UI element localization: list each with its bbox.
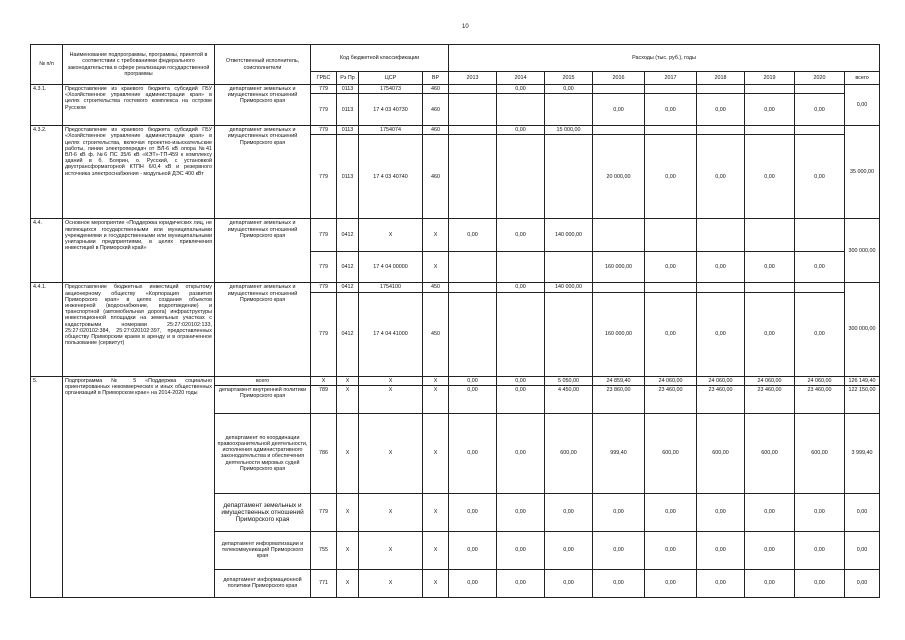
cell-2014: 0,00 [497, 413, 545, 493]
cell-2015: 600,00 [545, 413, 593, 493]
row-executor: департамент земельных и имущественных отношений Приморского края [215, 126, 311, 219]
cell-2019: 0,00 [745, 531, 795, 569]
cell-csr: 17 4 03 40740 [359, 135, 423, 219]
cell-2016: 160 000,00 [593, 292, 645, 376]
cell-total: 0,00 [845, 531, 880, 569]
cell-csr: X [359, 569, 423, 597]
cell-2018 [697, 126, 745, 135]
cell-2016: 0,00 [593, 569, 645, 597]
cell-2015: 140 000,00 [545, 283, 593, 292]
cell-2018: 0,00 [697, 292, 745, 376]
cell-total: 0,00 [845, 493, 880, 531]
cell-2014: 0,00 [497, 569, 545, 597]
cell-2017: 0,00 [645, 252, 697, 283]
row-num: 4.3.2. [31, 126, 63, 219]
cell-grbs: 771 [311, 569, 337, 597]
cell-2015 [545, 292, 593, 376]
cell-2015: 4 450,00 [545, 385, 593, 413]
cell-2016: 24 859,40 [593, 376, 645, 385]
cell-vr: X [423, 413, 449, 493]
header-year-2014: 2014 [497, 72, 545, 85]
row-name: Предоставление бюджетных инвестиций открытому акционерному обществу «Корпорация развития Приморского края» в целях создания объектов инженерной (водоснабжение, водоотведение) и транспортной (автомобильная дорога) инфраструктуры инвестиционной площадки на земельных участках с кадастровыми номерами 25:27:020102:133, 25:27:020102:384, 25:27:020102:397, предоставленных обществу Приморским краем в аренду и в ограниченное пользование (сервитут) [63, 283, 215, 376]
cell-2017 [645, 85, 697, 94]
cell-2016: 0,00 [593, 531, 645, 569]
cell-2018 [697, 283, 745, 292]
cell-vr: 450 [423, 283, 449, 292]
cell-2016: 160 000,00 [593, 252, 645, 283]
cell-grbs: X [311, 376, 337, 385]
cell-2016: 20 000,00 [593, 135, 645, 219]
cell-2017: 0,00 [645, 531, 697, 569]
cell-csr: 17 4 04 00000 [359, 252, 423, 283]
header-year-2019: 2019 [745, 72, 795, 85]
cell-grbs: 779 [311, 135, 337, 219]
cell-2019 [745, 219, 795, 252]
row-executor: департамент земельных и имущественных отношений Приморского края [215, 283, 311, 376]
row-num: 4.4.1. [31, 283, 63, 376]
cell-2014: 0,00 [497, 85, 545, 94]
cell-csr: X [359, 413, 423, 493]
cell-2019: 23 460,00 [745, 385, 795, 413]
cell-2017: 0,00 [645, 292, 697, 376]
cell-2019: 0,00 [745, 292, 795, 376]
row-executor: департамент земельных и имущественных отношений Приморского края [215, 85, 311, 126]
cell-2020 [795, 126, 845, 135]
cell-vr: X [423, 376, 449, 385]
cell-2018: 0,00 [697, 252, 745, 283]
cell-total: 300 000,00 [845, 283, 880, 376]
cell-2013 [449, 126, 497, 135]
cell-rzpr: 0412 [337, 219, 359, 252]
row-name: Подпрограмма № 5 «Поддержка социально ориентированных некоммерческих и иных общественных организаций в Приморском крае» на 2014-2020 годы [63, 376, 215, 597]
cell-2014: 0,00 [497, 283, 545, 292]
table-row [31, 283, 880, 292]
cell-2015: 0,00 [545, 493, 593, 531]
cell-2013: 0,00 [449, 569, 497, 597]
cell-vr: X [423, 493, 449, 531]
header-name: Наименование подпрограммы, программы, принятой в соответствии с требованиями федерального законодательства в сфере реализации государственной программы [63, 45, 215, 85]
cell-2015: 15 000,00 [545, 126, 593, 135]
cell-2017: 0,00 [645, 493, 697, 531]
cell-2017 [645, 126, 697, 135]
cell-2015 [545, 94, 593, 126]
cell-total: 300 000,00 [845, 219, 880, 283]
header-kbk: Код бюджетной классификации [311, 45, 449, 72]
header-num: № п/п [31, 45, 63, 85]
cell-vr: 460 [423, 94, 449, 126]
cell-2014 [497, 252, 545, 283]
cell-grbs: 789 [311, 385, 337, 413]
cell-rzpr: 0412 [337, 252, 359, 283]
cell-2018 [697, 85, 745, 94]
cell-2016 [593, 283, 645, 292]
row-executor: департамент по координации правоохранительной деятельности, исполнения административного законодательства и обеспечения деятельности мировых судей Приморского края [215, 413, 311, 493]
cell-rzpr: 0412 [337, 292, 359, 376]
cell-2018: 0,00 [697, 531, 745, 569]
cell-2018: 0,00 [697, 94, 745, 126]
cell-2019 [745, 283, 795, 292]
cell-2015 [545, 135, 593, 219]
cell-2013: 0,00 [449, 376, 497, 385]
cell-2018: 0,00 [697, 569, 745, 597]
cell-2014: 0,00 [497, 126, 545, 135]
cell-csr: X [359, 385, 423, 413]
cell-total: 0,00 [845, 569, 880, 597]
cell-2013 [449, 252, 497, 283]
table-row [31, 126, 880, 135]
row-num: 5. [31, 376, 63, 597]
cell-2019: 24 060,00 [745, 376, 795, 385]
cell-vr: X [423, 385, 449, 413]
cell-2017: 0,00 [645, 569, 697, 597]
budget-table [30, 44, 880, 598]
cell-2016: 999,40 [593, 413, 645, 493]
cell-2018: 0,00 [697, 493, 745, 531]
cell-2018: 600,00 [697, 413, 745, 493]
cell-2020: 24 060,00 [795, 376, 845, 385]
cell-2013 [449, 85, 497, 94]
cell-grbs: 779 [311, 252, 337, 283]
cell-2015: 5 050,00 [545, 376, 593, 385]
cell-2017: 23 460,00 [645, 385, 697, 413]
cell-2019 [745, 126, 795, 135]
cell-2014: 0,00 [497, 493, 545, 531]
cell-2016 [593, 85, 645, 94]
cell-2017: 600,00 [645, 413, 697, 493]
cell-rzpr: 0113 [337, 94, 359, 126]
row-num: 4.3.1. [31, 85, 63, 126]
cell-csr: 17 4 04 41000 [359, 292, 423, 376]
row-executor: департамент земельных и имущественных отношений Приморского края [215, 493, 311, 531]
cell-csr: 1754100 [359, 283, 423, 292]
header-vr: ВР [423, 72, 449, 85]
cell-2013 [449, 283, 497, 292]
cell-2013 [449, 94, 497, 126]
cell-csr: 1754074 [359, 126, 423, 135]
cell-2017: 0,00 [645, 94, 697, 126]
cell-rzpr: X [337, 569, 359, 597]
cell-2014 [497, 292, 545, 376]
row-executor: департамент земельных и имущественных отношений Приморского края [215, 219, 311, 283]
header-total: всего [845, 72, 880, 85]
cell-csr: X [359, 376, 423, 385]
cell-2019: 0,00 [745, 135, 795, 219]
cell-rzpr: X [337, 385, 359, 413]
cell-2019: 0,00 [745, 252, 795, 283]
row-name: Предоставление из краевого бюджета субсидий ГБУ «Хозяйственное управление администрации края» в целях строительства, включая проектно-изыскательские работы, линии электропередач от ВЛ-6 кВ опора №41 ВЛ-6 кВ ф. №6 ПС 35/6 кВ «КЭТ»-ТП-459 к комплексу зданий в б. Боярин, о. Русский, с установкой двухтрансформаторной КТПН 6/0,4 кВ и резервного источника электроснабжения - модульной ДЭС 400 кВт [63, 126, 215, 219]
row-executor: департамент внутренней политики Приморского края [215, 385, 311, 413]
cell-2020 [795, 219, 845, 252]
cell-2018: 0,00 [697, 135, 745, 219]
cell-vr: 460 [423, 135, 449, 219]
cell-2019 [745, 85, 795, 94]
cell-2020: 0,00 [795, 292, 845, 376]
cell-2013: 0,00 [449, 493, 497, 531]
cell-2019: 0,00 [745, 94, 795, 126]
cell-rzpr: X [337, 413, 359, 493]
cell-rzpr: 0113 [337, 126, 359, 135]
cell-grbs: 755 [311, 531, 337, 569]
cell-rzpr: 0412 [337, 283, 359, 292]
cell-csr: 1754073 [359, 85, 423, 94]
cell-grbs: 779 [311, 493, 337, 531]
cell-2013: 0,00 [449, 531, 497, 569]
cell-2013 [449, 292, 497, 376]
cell-csr: X [359, 219, 423, 252]
cell-2014 [497, 135, 545, 219]
cell-2014: 0,00 [497, 219, 545, 252]
cell-total: 3 999,40 [845, 413, 880, 493]
header-year-2017: 2017 [645, 72, 697, 85]
cell-2013: 0,00 [449, 413, 497, 493]
row-executor: департамент информатизации и телекоммуникаций Приморского края [215, 531, 311, 569]
table-row [31, 376, 880, 385]
cell-rzpr: X [337, 376, 359, 385]
cell-vr: 460 [423, 85, 449, 94]
cell-2020: 0,00 [795, 252, 845, 283]
cell-rzpr: X [337, 493, 359, 531]
cell-2013 [449, 135, 497, 219]
cell-vr: X [423, 531, 449, 569]
table-row [31, 85, 880, 94]
cell-2013: 0,00 [449, 219, 497, 252]
cell-2017: 0,00 [645, 135, 697, 219]
cell-2016: 0,00 [593, 94, 645, 126]
cell-total: 126 149,40 [845, 376, 880, 385]
row-executor: департамент информационной политики Приморского края [215, 569, 311, 597]
cell-vr: 450 [423, 292, 449, 376]
cell-2016: 23 860,00 [593, 385, 645, 413]
cell-csr: 17 4 03 40730 [359, 94, 423, 126]
cell-2020: 0,00 [795, 493, 845, 531]
cell-total: 122 150,00 [845, 385, 880, 413]
row-executor: всего [215, 376, 311, 385]
row-num: 4.4. [31, 219, 63, 283]
cell-2020: 0,00 [795, 531, 845, 569]
cell-2019: 0,00 [745, 569, 795, 597]
cell-2017 [645, 283, 697, 292]
cell-grbs: 779 [311, 219, 337, 252]
cell-total: 35 000,00 [845, 126, 880, 219]
cell-grbs: 779 [311, 126, 337, 135]
cell-2013: 0,00 [449, 385, 497, 413]
cell-2016: 0,00 [593, 493, 645, 531]
row-name: Предоставление из краевого бюджета субсидий ГБУ «Хозяйственное управление администрации края» в целях строительства гостевого комплекса на острове Русском [63, 85, 215, 126]
header-year-2020: 2020 [795, 72, 845, 85]
header-executor: Ответственный исполнитель, соисполнители [215, 45, 311, 85]
cell-2015: 0,00 [545, 569, 593, 597]
cell-grbs: 779 [311, 85, 337, 94]
cell-rzpr: 0113 [337, 135, 359, 219]
cell-2020: 0,00 [795, 94, 845, 126]
cell-2014 [497, 94, 545, 126]
cell-2014: 0,00 [497, 531, 545, 569]
cell-2020: 0,00 [795, 569, 845, 597]
header-year-2013: 2013 [449, 72, 497, 85]
cell-total: 0,00 [845, 85, 880, 126]
cell-rzpr: 0113 [337, 85, 359, 94]
cell-grbs: 779 [311, 94, 337, 126]
cell-2015: 140 000,00 [545, 219, 593, 252]
header-expenses: Расходы (тыс. руб.), годы [449, 45, 880, 72]
cell-2018: 23 460,00 [697, 385, 745, 413]
cell-vr: X [423, 219, 449, 252]
cell-2014: 0,00 [497, 385, 545, 413]
cell-grbs: 779 [311, 283, 337, 292]
cell-2014: 0,00 [497, 376, 545, 385]
cell-2018: 24 060,00 [697, 376, 745, 385]
header-year-2015: 2015 [545, 72, 593, 85]
page-number: 10 [462, 24, 469, 30]
cell-2019: 0,00 [745, 493, 795, 531]
cell-vr: X [423, 252, 449, 283]
cell-2020: 600,00 [795, 413, 845, 493]
cell-2016 [593, 126, 645, 135]
cell-grbs: 779 [311, 292, 337, 376]
cell-2017: 24 060,00 [645, 376, 697, 385]
cell-2015: 0,00 [545, 531, 593, 569]
cell-grbs: 786 [311, 413, 337, 493]
cell-rzpr: X [337, 531, 359, 569]
cell-2018 [697, 219, 745, 252]
cell-2015: 0,00 [545, 85, 593, 94]
header-year-2018: 2018 [697, 72, 745, 85]
header-rzpr: Рз Пр [337, 72, 359, 85]
cell-vr: 460 [423, 126, 449, 135]
cell-2020: 23 460,00 [795, 385, 845, 413]
cell-2019: 600,00 [745, 413, 795, 493]
cell-2020 [795, 85, 845, 94]
row-name: Основное мероприятие «Поддержка юридических лиц, не являющихся государственными или муниципальными учреждениями и государственными или муниципальными унитарными предприятиями, в целях привлечения инвестиций в Приморский край» [63, 219, 215, 283]
cell-csr: X [359, 531, 423, 569]
cell-2017 [645, 219, 697, 252]
cell-2016 [593, 219, 645, 252]
header-csr: ЦСР [359, 72, 423, 85]
cell-2020: 0,00 [795, 135, 845, 219]
cell-2020 [795, 283, 845, 292]
cell-vr: X [423, 569, 449, 597]
header-grbs: ГРБС [311, 72, 337, 85]
cell-2015 [545, 252, 593, 283]
cell-csr: X [359, 493, 423, 531]
header-year-2016: 2016 [593, 72, 645, 85]
table-row [31, 219, 880, 252]
